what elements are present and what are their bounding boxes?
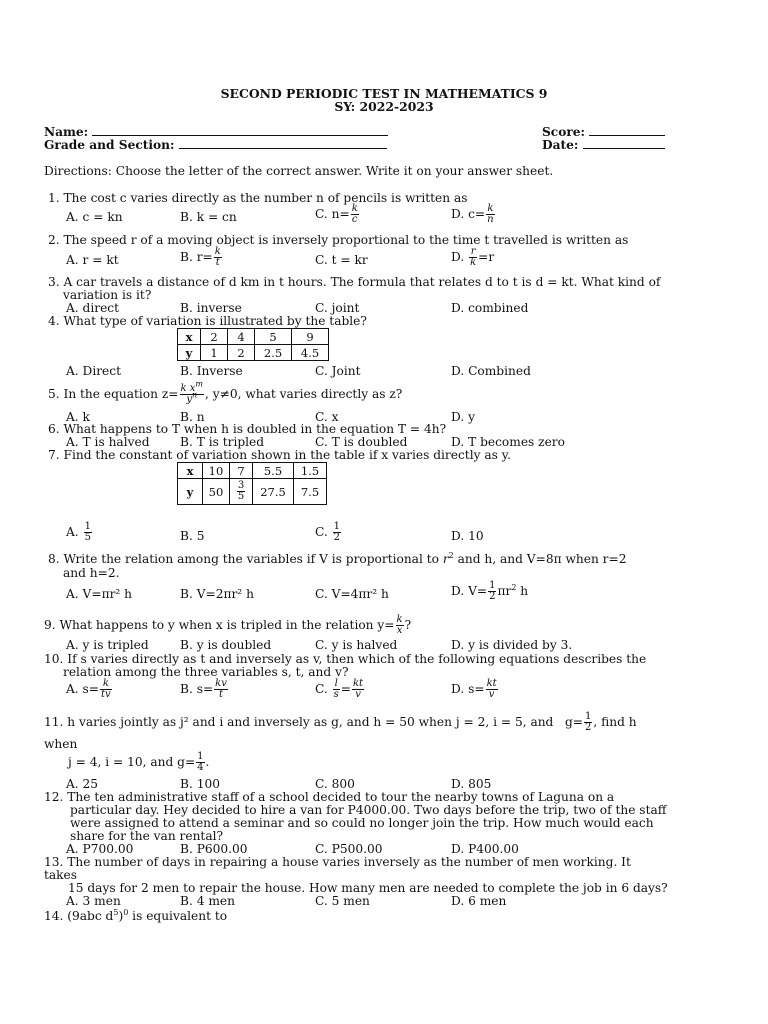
q8-choice-b: B. V=2πr² h [180, 587, 254, 601]
question-8-stem: 8. Write the relation among the variables if V is proportional to $r^2$ and h, and V=8π when r=2 [48, 550, 627, 566]
directions: Directions: Choose the letter of the correct answer. Write it on your answer sheet. [44, 164, 554, 178]
q11-choice-c: C. 800 [315, 777, 355, 791]
question-13-stem-cont: takes [44, 868, 78, 882]
question-12-choices [66, 842, 756, 856]
q4-x-cell: 5 [255, 329, 292, 345]
q3-choice-d: D. combined [451, 301, 529, 315]
q7-y-cell: 7.5 [294, 479, 327, 505]
q4-x-cell: 4 [228, 329, 255, 345]
q12-choice-c: C. P500.00 [315, 842, 383, 856]
q4-choice-a: A. Direct [66, 364, 121, 378]
q4-y-cell: 4.5 [292, 345, 329, 361]
q9-choice-b: B. y is doubled [180, 638, 272, 652]
q7-choice-b: B. 5 [180, 529, 205, 543]
q2-choice-b: B. r= $\frac{k}{t}$ [180, 246, 221, 268]
q5-choice-a: A. k [66, 410, 90, 424]
q4-y-cell: 2.5 [255, 345, 292, 361]
question-10-choices [66, 678, 756, 700]
q7-x-label: x [178, 463, 203, 479]
q4-choice-c: C. Joint [315, 364, 361, 378]
grade-field [44, 138, 387, 152]
question-12-stem: 12. The ten administrative staff of a school decided to tour the nearby towns of Laguna on a [44, 790, 615, 804]
q8-choice-d: D. V= $\frac{1}{2}$ $\pi r^2$ h [451, 580, 529, 602]
q13-choice-d: D. 6 men [451, 894, 507, 908]
score-blank [589, 125, 665, 136]
q7-choice-c: C. $\frac{1}{2}$ [315, 521, 341, 543]
question-13-stem-cont2: 15 days for 2 men to repair the house. How many men are needed to complete the job in 6 days? [68, 881, 668, 895]
q4-y-cell: 1 [201, 345, 228, 361]
q7-table-row-y [178, 479, 327, 505]
q13-choice-a: A. 3 men [66, 894, 121, 908]
name-label: Name: [44, 125, 89, 139]
q7-y-cell: $\frac{3}{5}$ [230, 479, 253, 505]
q8-choice-c: C. V=4πr² h [315, 587, 389, 601]
q10-choice-d: D. s= $\frac{kt}{v}$ [451, 678, 497, 700]
score-label: Score: [542, 125, 586, 139]
q4-choice-b: B. Inverse [180, 364, 243, 378]
q5-choice-b: B. n [180, 410, 205, 424]
q4-x-label: x [178, 329, 201, 345]
q10-choice-a: A. s= $\frac{k}{tv}$ [66, 678, 111, 700]
question-11-stem-cont: when [44, 737, 78, 751]
question-11-stem-cont2: j = 4, i = 10, and g= $\frac{1}{4}$ . [68, 751, 210, 773]
q6-choice-d: D. T becomes zero [451, 435, 565, 449]
q3-choice-b: B. inverse [180, 301, 242, 315]
q2-choice-c: C. t = kr [315, 253, 368, 267]
question-13-choices [66, 894, 756, 908]
q2-choice-a: A. r = kt [66, 253, 119, 267]
q4-y-cell: 2 [228, 345, 255, 361]
q4-table-row-y [178, 345, 329, 361]
q10-choice-b: B. s= $\frac{kv}{t}$ [180, 678, 227, 700]
q6-choice-b: B. T is tripled [180, 435, 265, 449]
q1-choice-a: A. c = kn [66, 210, 123, 224]
question-1-choices [66, 203, 756, 225]
q6-choice-c: C. T is doubled [315, 435, 408, 449]
grade-label: Grade and Section: [44, 138, 175, 152]
question-4-stem: 4. What type of variation is illustrated by the table? [48, 314, 367, 328]
question-11-stem: 11. h varies jointly as j² and i and inversely as g, and h = 50 when j = 2, i = 5, and g= $\frac{1}{2}$ , find h [44, 711, 637, 733]
q7-y-cell: 27.5 [253, 479, 294, 505]
q11-choice-a: A. 25 [66, 777, 99, 791]
q9-choice-a: A. y is tripled [66, 638, 149, 652]
q7-y-cell: 50 [203, 479, 230, 505]
q11-choice-d: D. 805 [451, 777, 492, 791]
q3-choice-a: A. direct [66, 301, 120, 315]
q1-choice-c: C. n= $\frac{k}{c}$ [315, 203, 358, 225]
q13-choice-c: C. 5 men [315, 894, 370, 908]
question-3-stem: 3. A car travels a distance of d km in t hours. The formula that relates d to t is d = kt. What kind of [48, 275, 661, 289]
q7-choice-a: A. $\frac{1}{5}$ [66, 521, 91, 543]
q9-choice-d: D. y is divided by 3. [451, 638, 573, 652]
question-2-choices [66, 246, 756, 268]
question-9-stem: 9. What happens to y when x is tripled in the relation y= $\frac{k}{x}$ ? [44, 614, 412, 636]
date-field [542, 138, 665, 152]
question-2-stem: 2. The speed r of a moving object is inversely proportional to the time t travelled is written as [48, 233, 629, 247]
q4-choice-d: D. Combined [451, 364, 531, 378]
q10-choice-c: C. $\frac{l}{s}$ = $\frac{kt}{v}$ [315, 678, 364, 700]
q7-table [177, 462, 327, 505]
name-field [44, 125, 388, 139]
question-12-stem-cont: particular day. Hey decided to hire a van for P4000.00. Two days before the trip, two of the staff [70, 803, 667, 817]
q12-choice-b: B. P600.00 [180, 842, 248, 856]
q12-choice-d: D. P400.00 [451, 842, 519, 856]
test-title: SECOND PERIODIC TEST IN MATHEMATICS 9 [220, 86, 548, 101]
q4-x-cell: 9 [292, 329, 329, 345]
question-8-choices [66, 580, 756, 602]
question-10-stem-cont: relation among the three variables s, t, and v? [63, 665, 349, 679]
question-7-choices [66, 521, 756, 543]
question-4-choices [66, 364, 756, 378]
q1-choice-d: D. c= $\frac{k}{n}$ [451, 203, 494, 225]
q7-x-cell: 5.5 [253, 463, 294, 479]
q7-choice-d: D. 10 [451, 529, 484, 543]
q3-choice-c: C. joint [315, 301, 360, 315]
question-8-stem-cont: and h=2. [63, 566, 120, 580]
q7-x-cell: 1.5 [294, 463, 327, 479]
date-blank [583, 138, 665, 149]
q11-choice-b: B. 100 [180, 777, 220, 791]
school-year: SY: 2022-2023 [334, 99, 434, 114]
q7-x-cell: 10 [203, 463, 230, 479]
question-11-choices [66, 777, 756, 791]
question-14-stem: 14. (9abc $d^5)^0$ is equivalent to [44, 907, 228, 923]
q13-choice-b: B. 4 men [180, 894, 235, 908]
q12-choice-a: A. P700.00 [66, 842, 134, 856]
question-7-stem: 7. Find the constant of variation shown in the table if x varies directly as y. [48, 448, 511, 462]
name-blank [92, 125, 388, 136]
q4-x-cell: 2 [201, 329, 228, 345]
question-5-stem: 5. In the equation z= $\frac{k x^m}{y^n}$ , y≠0, what varies directly as z? [48, 379, 403, 405]
q4-table [177, 328, 329, 361]
score-field [542, 125, 665, 139]
question-3-stem-cont: variation is it? [63, 288, 152, 302]
q5-choice-d: D. y [451, 410, 475, 424]
question-13-stem: 13. The number of days in repairing a house varies inversely as the number of men working. It [44, 855, 631, 869]
q5-choice-c: C. x [315, 410, 339, 424]
q4-y-label: y [178, 345, 201, 361]
q1-choice-b: B. k = cn [180, 210, 237, 224]
question-6-choices [66, 435, 756, 449]
question-12-stem-cont2: were assigned to attend a seminar and so could no longer join the trip. How much would each [70, 816, 654, 830]
question-10-stem: 10. If s varies directly as t and inversely as v, then which of the following equations describes the [44, 652, 647, 666]
question-3-choices [66, 301, 756, 315]
question-6-stem: 6. What happens to T when h is doubled in the equation T = 4h? [48, 422, 447, 436]
question-9-choices [66, 638, 756, 652]
q2-choice-d: D. $\frac{r}{k}$ =r [451, 246, 495, 268]
q7-x-cell: 7 [230, 463, 253, 479]
q7-table-row-x [178, 463, 327, 479]
date-label: Date: [542, 138, 579, 152]
q8-choice-a: A. V=πr² h [66, 587, 133, 601]
q7-y-label: y [178, 479, 203, 505]
grade-blank [179, 138, 387, 149]
question-12-stem-cont3: share for the van rental? [70, 829, 224, 843]
q6-choice-a: A. T is halved [66, 435, 150, 449]
question-1-stem: 1. The cost c varies directly as the number n of pencils is written as [48, 191, 468, 205]
q4-table-row-x [178, 329, 329, 345]
q9-choice-c: C. y is halved [315, 638, 398, 652]
